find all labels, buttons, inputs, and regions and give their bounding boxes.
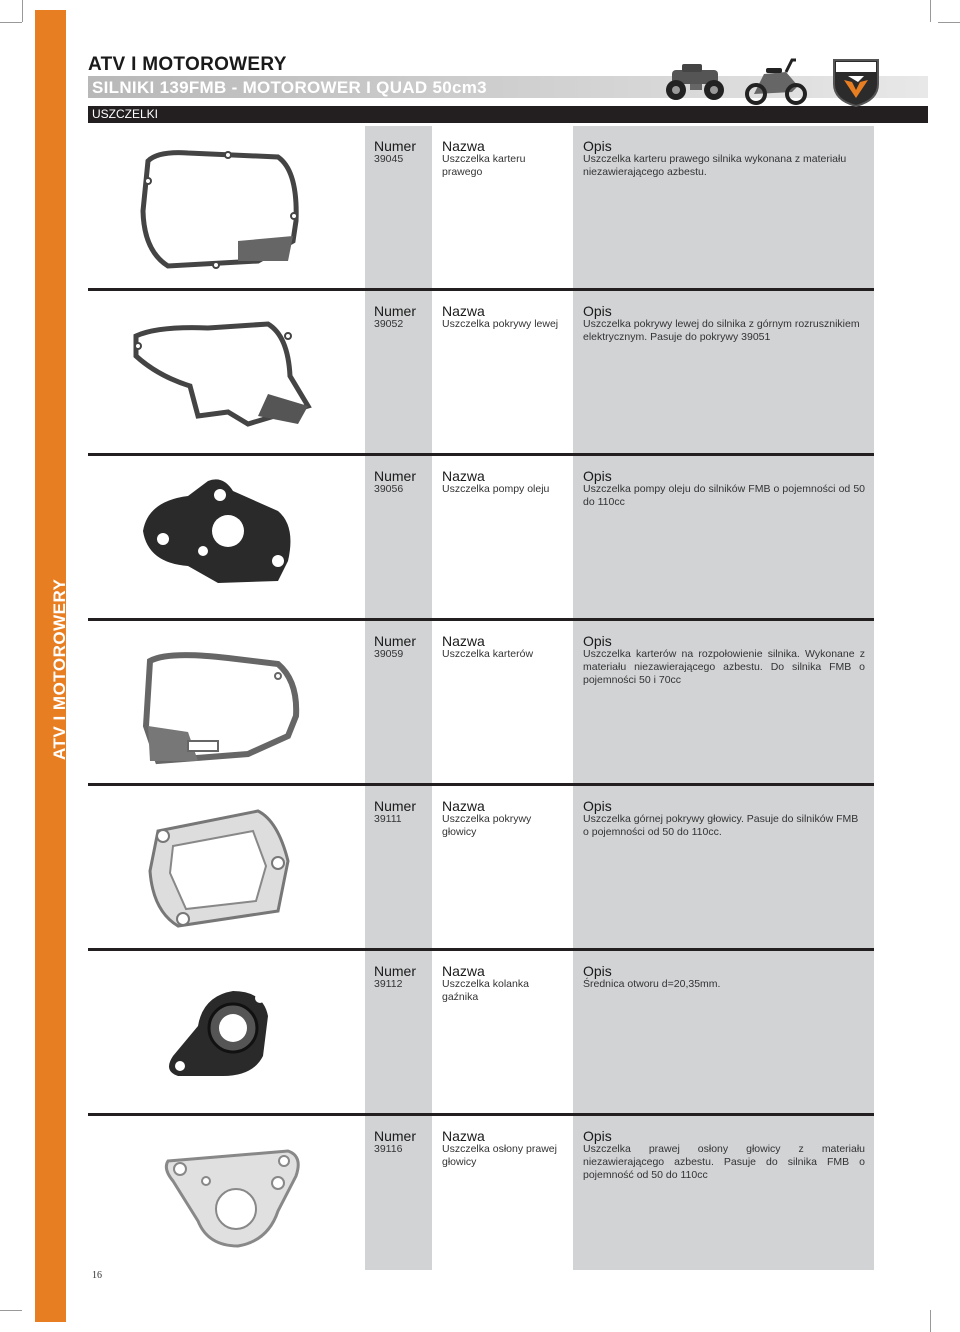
page-subtitle: SILNIKI 139FMB - MOTOROWER I QUAD 50cm3 [92,78,487,97]
product-numer: 39056 [374,483,404,495]
nazwa-label: Nazwa [442,798,485,814]
product-image-oil-pump-gasket [128,471,328,601]
numer-label: Numer [374,633,417,649]
product-nazwa: Uszczelka osłony prawej głowicy [442,1143,557,1168]
nazwa-label: Nazwa [442,468,485,484]
product-numer: 39059 [374,648,404,660]
product-nazwa: Uszczelka karterów [442,648,534,660]
product-image-head-guard-gasket [128,1131,328,1261]
product-row [88,951,874,1116]
numer-label: Numer [374,468,417,484]
product-nazwa: Uszczelka kolanka gaźnika [442,978,529,1003]
nazwa-label: Nazwa [442,963,485,979]
opis-column-bg [573,126,874,288]
product-list [88,126,874,1270]
numer-label: Numer [374,798,417,814]
crop-mark [0,1310,22,1311]
product-image-head-cover-gasket [128,801,328,931]
product-image-carburetor-elbow-gasket [128,966,328,1096]
opis-label: Opis [583,963,612,979]
crop-mark [930,0,931,22]
opis-label: Opis [583,633,612,649]
opis-label: Opis [583,468,612,484]
opis-label: Opis [583,303,612,319]
page-title: ATV I MOTOROWERY [88,54,287,75]
product-opis: Uszczelka górnej pokrywy głowicy. Pasuje do silników FMB o pojemności od 50 do 110cc. [583,813,859,838]
product-row [88,1116,874,1270]
product-opis: Średnica otworu d=20,35mm. [583,978,721,990]
opis-column-bg [573,1116,874,1270]
product-opis: Uszczelka prawej osłony głowicy z materiału niezawierającego azbestu. Pasuje do silnika FMB o pojemność od 50 do 110cc [583,1143,865,1181]
nazwa-label: Nazwa [442,303,485,319]
product-numer: 39116 [374,1143,403,1155]
nazwa-label: Nazwa [442,633,485,649]
product-row [88,621,874,786]
product-numer: 39111 [374,813,402,825]
opis-column-bg [573,951,874,1113]
section-title: USZCZELKI [92,107,159,121]
product-opis: Uszczelka pokrywy lewej do silnika z górnym rozrusznikiem elektrycznym. Pasuje do pokrywy 39051 [583,318,860,343]
product-numer: 39112 [374,978,403,990]
product-nazwa: Uszczelka pokrywy lewej [442,318,559,330]
product-nazwa: Uszczelka karteru prawego [442,153,526,178]
product-image-right-crankcase-gasket [128,141,328,271]
product-image-crankcases-gasket [128,636,328,766]
product-nazwa: Uszczelka pompy oleju [442,483,550,495]
sidebar-label: ATV I MOTOROWERY [50,578,69,760]
page-number: 16 [92,1270,102,1281]
opis-label: Opis [583,138,612,154]
crop-mark [930,1310,931,1332]
numer-label: Numer [374,138,417,154]
crop-mark [22,0,23,22]
opis-column-bg [573,621,874,783]
opis-column-bg [573,456,874,618]
numer-label: Numer [374,303,417,319]
scooter-icon [742,56,810,106]
product-numer: 39052 [374,318,404,330]
product-opis: Uszczelka karterów na rozpołowienie silnika. Wykonane z materiału niezawierającego azbestu. Do silnika FMB o pojemności 50 i 70cc [583,648,865,686]
opis-label: Opis [583,1128,612,1144]
product-row [88,126,874,291]
crop-mark [0,22,22,23]
product-row [88,456,874,621]
nazwa-label: Nazwa [442,138,485,154]
product-nazwa: Uszczelka pokrywy głowicy [442,813,532,838]
brand-logo [830,56,882,108]
product-image-left-cover-gasket [128,306,328,436]
numer-label: Numer [374,1128,417,1144]
product-row [88,786,874,951]
atv-quad-icon [662,56,730,106]
numer-label: Numer [374,963,417,979]
nazwa-label: Nazwa [442,1128,485,1144]
crop-mark [938,22,960,23]
opis-label: Opis [583,798,612,814]
opis-column-bg [573,786,874,948]
product-row [88,291,874,456]
product-numer: 39045 [374,153,404,165]
opis-column-bg [573,291,874,453]
section-bar [88,106,928,123]
product-opis: Uszczelka pompy oleju do silników FMB o pojemności od 50 do 110cc [583,483,865,508]
product-opis: Uszczelka karteru prawego silnika wykonana z materiału niezawierającego azbestu. [583,153,847,178]
